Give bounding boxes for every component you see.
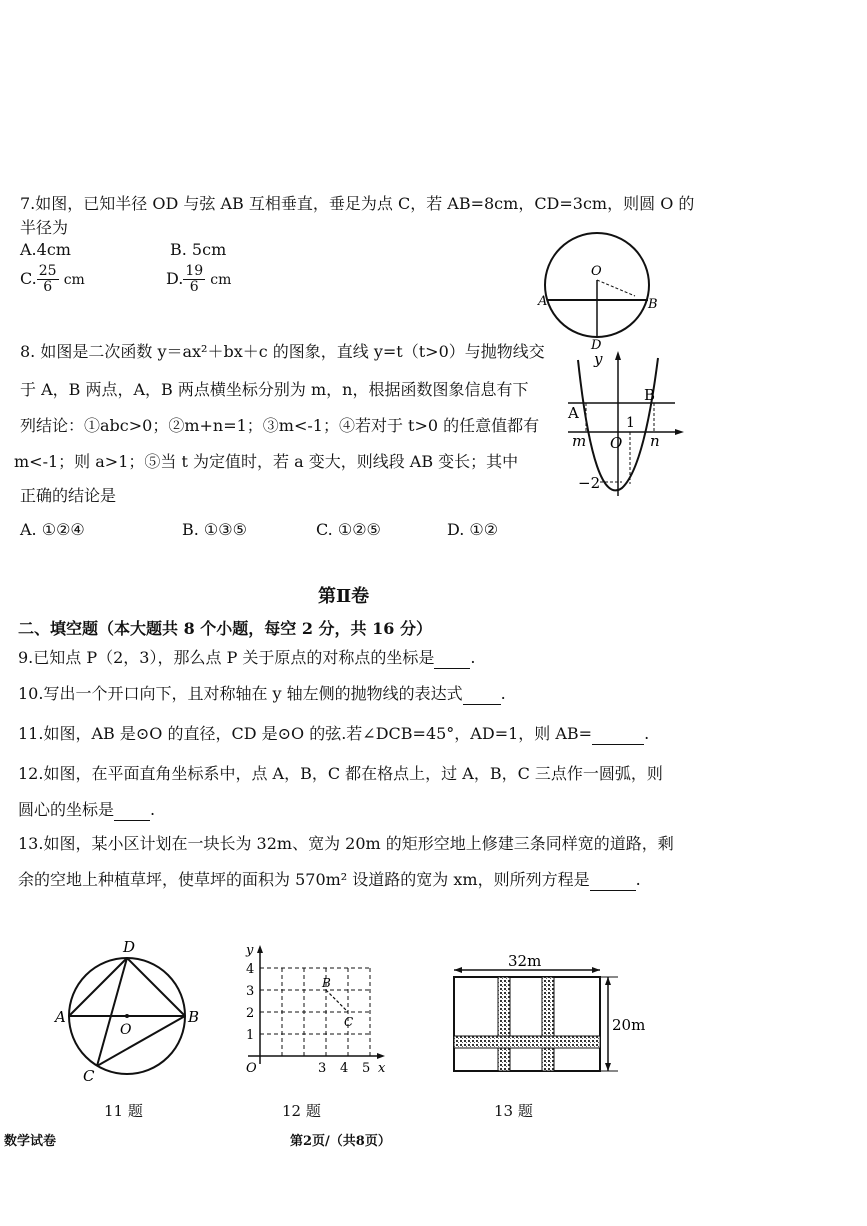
fig12-label-o: O <box>246 1061 257 1076</box>
q7-option-b: B. 5cm <box>170 240 227 259</box>
fig13-width-arrow-bottom <box>605 1063 611 1071</box>
fig13-road-vertical-2 <box>542 977 554 1071</box>
q7-option-d-unit: cm <box>210 272 232 288</box>
q8-y-axis-arrow <box>615 351 621 360</box>
q7-label-d: D <box>591 338 602 350</box>
fig13-length-arrow-left <box>454 967 462 973</box>
q13-line1: 13.如图，某小区计划在一块长为 32m、宽为 20m 的矩形空地上修建三条同样宽的道路，剩 <box>18 834 674 853</box>
part2-title: 第Ⅱ卷 <box>318 586 370 607</box>
q13-period: . <box>635 870 641 889</box>
q7-option-c-denominator: 6 <box>43 279 53 295</box>
q12-line1: 12.如图，在平面直角坐标系中，点 A，B，C 都在格点上，过 A，B，C 三点作一圆弧，则 <box>18 764 663 783</box>
q11-body: 11.如图，AB 是⊙O 的直径，CD 是⊙O 的弦.若∠DCB=45°，AD=1，则 AB= <box>18 724 593 743</box>
footer-subject: 数学试卷 <box>4 1134 57 1149</box>
q7-label-o: O <box>591 264 602 279</box>
fig12-segment-bc <box>326 990 348 1012</box>
q8-label-o: O <box>610 434 623 452</box>
fig12-grid <box>260 968 370 1056</box>
q11-text <box>18 724 649 745</box>
fig13-field-figure <box>448 952 658 1077</box>
q7-option-a: A.4cm <box>20 240 71 259</box>
q8-label-neg2: −2 <box>578 474 601 492</box>
footer-page-number: 第2页/（共8页） <box>290 1134 391 1149</box>
q7-option-d <box>166 264 231 295</box>
fig11-label-d: D <box>123 938 136 956</box>
fig11-caption: 11 题 <box>104 1102 143 1120</box>
q8-line3: 列结论：①abc>0；②m+n=1；③m<-1；④若对于 t>0 的任意值都有 <box>20 416 540 435</box>
fig11-chord-cb <box>97 1016 185 1066</box>
q12-body: 圆心的坐标是 <box>18 800 115 819</box>
q7-radius-ob <box>597 280 635 296</box>
q8-line1: 8. 如图是二次函数 y＝ax²＋bx＋c 的图象，直线 y=t（t>0）与抛物线交 <box>20 342 545 361</box>
q8-option-d: D. ①② <box>447 520 499 539</box>
q7-option-d-fraction <box>183 264 205 295</box>
q8-line4: m<-1；则 a>1；⑤当 t 为定值时，若 a 变大，则线段 AB 变长；其中 <box>14 452 519 471</box>
fig13-caption: 13 题 <box>494 1102 533 1120</box>
fig13-label-length: 32m <box>508 952 542 970</box>
q8-x-axis-arrow <box>675 429 684 435</box>
q13-line2 <box>18 870 641 891</box>
q8-label-m: m <box>572 432 587 450</box>
fig11-label-o: O <box>120 1022 132 1038</box>
q12-period: . <box>150 800 156 819</box>
fig12-label-y: y <box>246 943 254 958</box>
q10-text <box>18 684 506 705</box>
q10-period: . <box>500 684 506 703</box>
q7-option-d-denominator: 6 <box>189 279 199 295</box>
q9-answer-blank <box>434 648 470 669</box>
q13-answer-blank <box>590 870 636 891</box>
q7-option-d-numerator: 19 <box>185 263 204 279</box>
fig11-circle-figure <box>50 936 210 1086</box>
q7-option-c <box>20 264 85 295</box>
q7-line2: 半径为 <box>20 218 69 237</box>
fig12-tick-y1: 1 <box>246 1028 255 1043</box>
q9-body: 9.已知点 P（2，3），那么点 P 关于原点的对称点的坐标是 <box>18 648 435 667</box>
q8-label-one: 1 <box>626 415 635 431</box>
q7-option-c-numerator: 25 <box>38 263 57 279</box>
q7-option-c-prefix: C. <box>20 269 37 288</box>
fig11-label-b: B <box>188 1008 200 1026</box>
q8-label-b: B <box>644 386 656 404</box>
fig13-road-horizontal <box>454 1036 600 1048</box>
fig12-grid-figure <box>238 940 390 1076</box>
fig12-label-b: B <box>322 976 331 990</box>
fig12-caption: 12 题 <box>282 1102 321 1120</box>
fig13-label-width: 20m <box>612 1016 646 1034</box>
fig12-x-axis-arrow <box>377 1053 385 1059</box>
q10-answer-blank <box>463 684 501 705</box>
fig12-label-c: C <box>344 1015 354 1029</box>
fig12-tick-y4: 4 <box>246 962 255 977</box>
fig13-length-arrow-right <box>592 967 600 973</box>
q10-body: 10.写出一个开口向下，且对称轴在 y 轴左侧的抛物线的表达式 <box>18 684 463 703</box>
fig13-width-arrow-top <box>605 977 611 985</box>
fig12-tick-y3: 3 <box>246 984 255 999</box>
q12-answer-blank <box>114 800 150 821</box>
q8-option-b: B. ①③⑤ <box>182 520 247 539</box>
q7-line1: 7.如图，已知半径 OD 与弦 AB 互相垂直，垂足为点 C，若 AB=8cm，CD=3cm，则圆 O 的 <box>20 194 695 213</box>
fig12-y-axis-arrow <box>257 945 263 953</box>
q8-line2: 于 A，B 两点，A，B 两点横坐标分别为 m，n，根据函数图象信息有下 <box>20 380 529 399</box>
q8-parabola-figure <box>560 348 685 498</box>
q8-line5: 正确的结论是 <box>20 486 117 505</box>
q11-answer-blank <box>592 724 644 745</box>
fig12-tick-x4: 4 <box>340 1061 349 1076</box>
q8-option-a: A. ①②④ <box>20 520 85 539</box>
q7-circle-figure <box>535 228 665 350</box>
q8-label-y: y <box>594 350 603 368</box>
fig13-road-vertical-1 <box>498 977 510 1071</box>
fig13-field-rect <box>454 977 600 1071</box>
q8-label-n: n <box>650 432 660 450</box>
fig12-tick-x5: 5 <box>362 1061 371 1076</box>
section2-heading: 二、填空题（本大题共 8 个小题，每空 2 分，共 16 分） <box>18 619 432 638</box>
q9-period: . <box>470 648 476 667</box>
fig12-tick-y2: 2 <box>246 1006 255 1021</box>
fig11-label-a: A <box>55 1008 66 1026</box>
q12-line2 <box>18 800 155 821</box>
q9-text <box>18 648 476 669</box>
q11-period: . <box>644 724 650 743</box>
q7-option-c-unit: cm <box>63 272 85 288</box>
q7-label-b: B <box>648 297 658 312</box>
q8-label-a: A <box>568 404 579 422</box>
fig12-label-x: x <box>378 1061 386 1076</box>
q8-option-c: C. ①②⑤ <box>316 520 381 539</box>
q13-body: 余的空地上种植草坪，使草坪的面积为 570m² 设道路的宽为 xm，则所列方程是 <box>18 870 590 889</box>
q7-label-a: A <box>538 294 548 309</box>
q7-option-c-fraction <box>37 264 59 295</box>
fig11-center-dot <box>125 1014 129 1018</box>
q7-option-d-prefix: D. <box>166 269 184 288</box>
fig12-tick-x3: 3 <box>318 1061 327 1076</box>
fig11-label-c: C <box>83 1067 95 1085</box>
